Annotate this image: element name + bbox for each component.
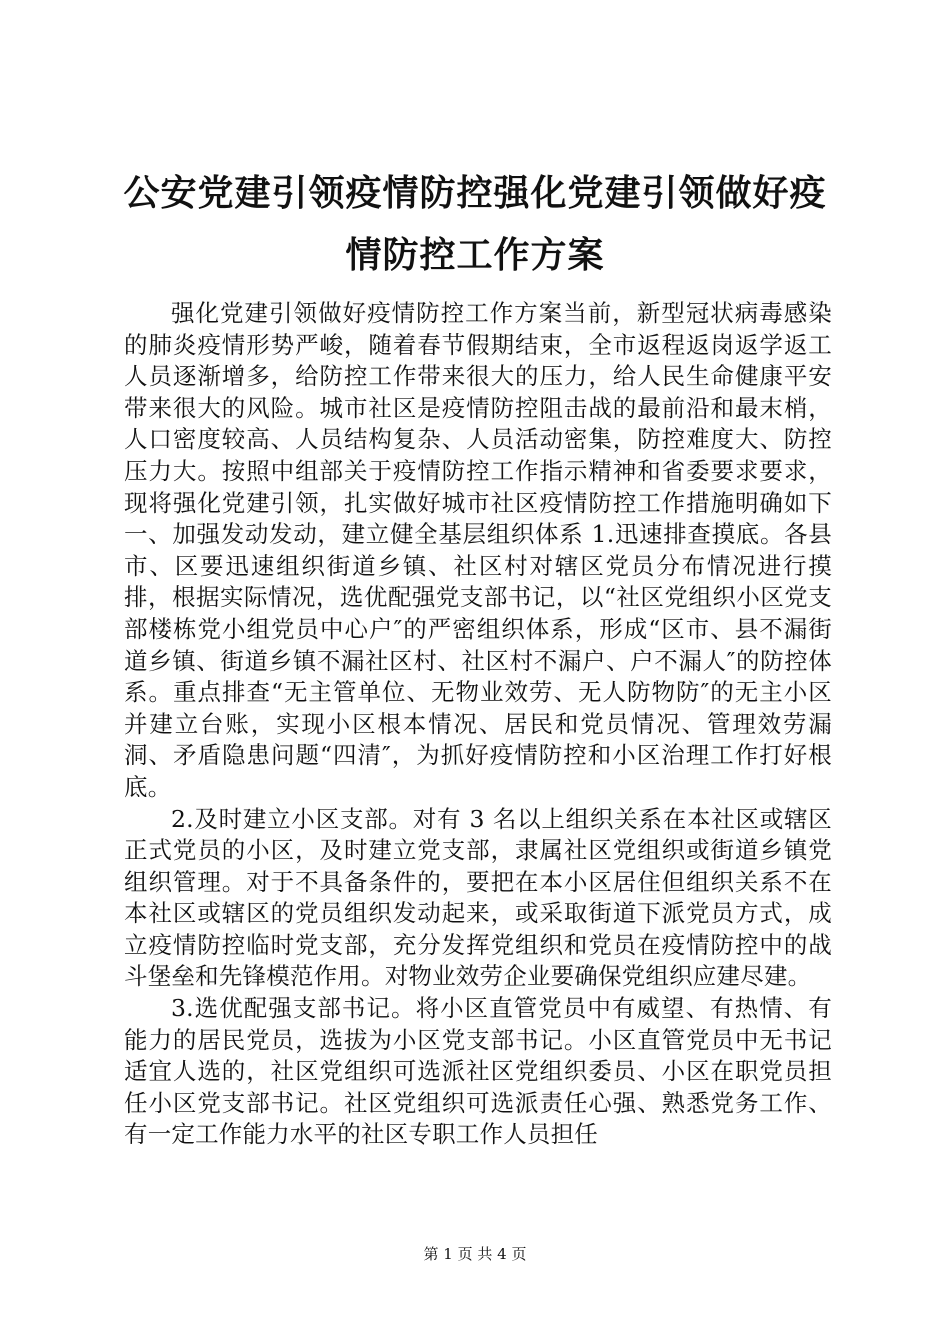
body-paragraph: 3.选优配强支部书记。将小区直管党员中有威望、有热情、有能力的居民党员，选拔为小区党支部书记。小区直管党员中无书记适宜人选的，社区党组织可选派社区党组织委员、小区在职党员担任小区党支部书记。社区党组织可选派责任心强、熟悉党务工作、有一定工作能力水平的社区专职工作人员担任: [124, 994, 832, 1149]
document-body: [124, 298, 832, 1151]
body-paragraph: 2.及时建立小区支部。对有 3 名以上组织关系在本社区或辖区正式党员的小区，及时建立党支部，隶属社区党组织或街道乡镇党组织管理。对于不具备条件的，要把在本小区居住但组织关系不在本社区或辖区的党员组织发动起来，或采取街道下派党员方式，成立疫情防控临时党支部，充分发挥党组织和党员在疫情防控中的战斗堡垒和先锋模范作用。对物业效劳企业要确保党组织应建尽建。: [124, 804, 832, 991]
page-number-footer: 第 1 页 共 4 页: [423, 1245, 527, 1263]
body-paragraph: 强化党建引领做好疫情防控工作方案当前，新型冠状病毒感染的肺炎疫情形势严峻，随着春节假期结束，全市返程返岗返学返工人员逐渐增多，给防控工作带来很大的压力，给人民生命健康平安带来很大的风险。城市社区是疫情防控阻击战的最前沿和最末梢，人口密度较高、人员结构复杂、人员活动密集，防控难度大、防控压力大。按照中组部关于疫情防控工作指示精神和省委要求要求，现将强化党建引领，扎实做好城市社区疫情防控工作措施明确如下一、加强发动发动，建立健全基层组织体系 1.迅速排查摸底。各县市、区要迅速组织街道乡镇、社区村对辖区党员分布情况进行摸排，根据实际情况，选优配强党支部书记，以“社区党组织小区党支部楼栋党小组党员中心户″的严密组织体系，形成“区市、县不漏街道乡镇、街道乡镇不漏社区村、社区村不漏户、户不漏人″的防控体系。重点排查“无主管单位、无物业效劳、无人防物防″的无主小区并建立台账，实现小区根本情况、居民和党员情况、管理效劳漏洞、矛盾隐患问题“四清″，为抓好疫情防控和小区治理工作打好根底。: [124, 299, 832, 801]
document-title: 公安党建引领疫情防控强化党建引领做好疫情防控工作方案: [123, 172, 827, 276]
